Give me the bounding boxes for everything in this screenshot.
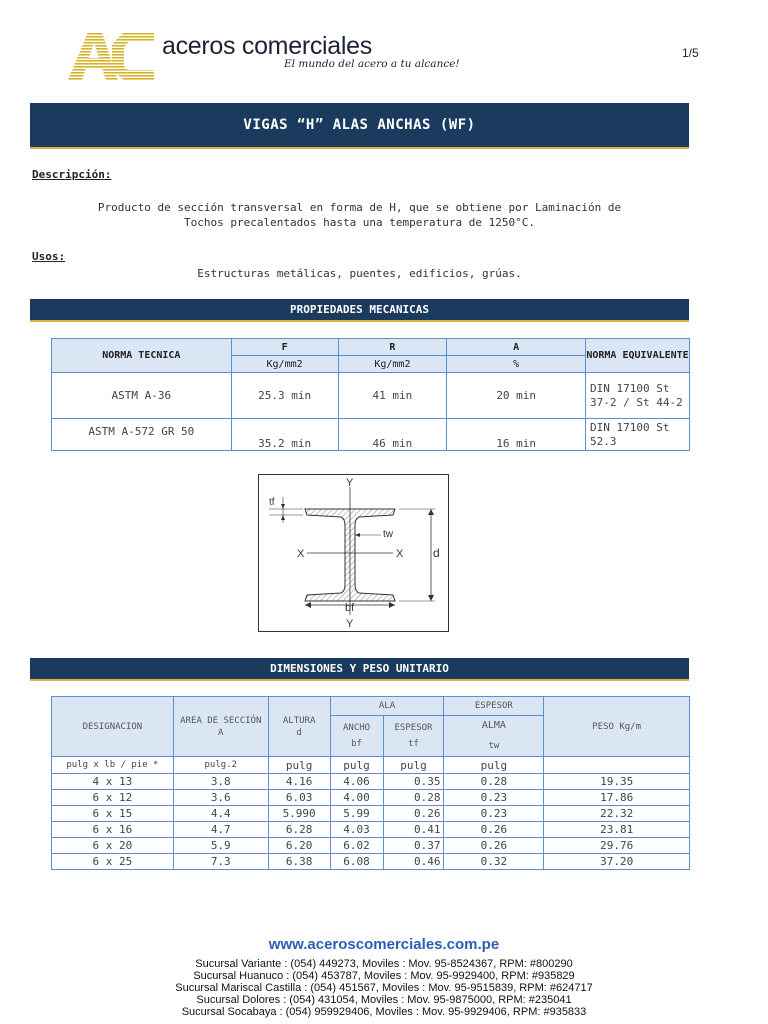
cell-equiv: DIN 17100 St 37-2 / St 44-2 xyxy=(586,373,690,419)
table-row xyxy=(52,419,690,451)
cell-area: 4.4 xyxy=(173,806,268,822)
tw-label: tw xyxy=(383,529,393,540)
table-row xyxy=(52,806,690,822)
col-ancho xyxy=(330,716,383,757)
tf-label: tf xyxy=(269,497,275,508)
col-espesor-label: ESPESOR xyxy=(394,723,433,733)
cell-f: 25.3 min xyxy=(231,373,338,419)
y-bottom-label: Y xyxy=(346,618,354,630)
cell-altura: 5.990 xyxy=(268,806,330,822)
cell-ancho: 4.06 xyxy=(330,774,383,790)
unit-area: pulg.2 xyxy=(173,757,268,774)
logo-tagline: El mundo del acero a tu alcance! xyxy=(284,58,460,70)
cell-designacion: 6 x 12 xyxy=(52,790,174,806)
page-title: VIGAS “H” ALAS ANCHAS (WF) xyxy=(30,103,689,149)
cell-espesor: 0.28 xyxy=(383,790,444,806)
cell-ancho: 6.02 xyxy=(330,838,383,854)
col-espesor xyxy=(383,716,444,757)
cell-espesor: 0.41 xyxy=(383,822,444,838)
ac-logo-mark xyxy=(66,30,156,82)
uses-label: Usos: xyxy=(32,250,66,263)
cell-peso: 29.76 xyxy=(544,838,690,854)
cell-espesor: 0.26 xyxy=(383,806,444,822)
description-line-2: Tochos precalentados hasta una temperatura de 1250°C. xyxy=(184,216,535,229)
cell-designacion: 6 x 16 xyxy=(52,822,174,838)
branch-line: Sucursal Mariscal Castilla : (054) 451567, Moviles : Mov. 95-9515839, RPM: #624717 xyxy=(175,982,593,994)
mech-properties-band: PROPIEDADES MECANICAS xyxy=(30,299,689,322)
dimensions-band: DIMENSIONES Y PESO UNITARIO xyxy=(30,658,689,681)
table-row xyxy=(52,822,690,838)
branch-line: Sucursal Socabaya : (054) 959929406, Moviles : Mov. 95-9929406, RPM: #935833 xyxy=(181,1006,587,1018)
unit-ancho: pulg xyxy=(330,757,383,774)
col-altura xyxy=(268,697,330,757)
dimensions-body xyxy=(52,774,690,870)
cell-ancho: 6.08 xyxy=(330,854,383,870)
branch-line: Sucursal Huanuco : (054) 453787, Moviles : Mov. 95-9929400, RPM: #935829 xyxy=(193,970,575,982)
cell-f: 35.2 min xyxy=(231,419,338,451)
branch-line: Sucursal Variante : (054) 449273, Moviles : Mov. 95-8524367, RPM: #800290 xyxy=(195,958,573,970)
cell-norma: ASTM A-572 GR 50 xyxy=(52,419,232,451)
col-altura-label: ALTURA xyxy=(282,715,316,726)
cell-alma: 0.26 xyxy=(444,822,544,838)
table-row xyxy=(52,774,690,790)
y-top-label: Y xyxy=(346,477,354,489)
cell-alma: 0.32 xyxy=(444,854,544,870)
description-text xyxy=(30,200,689,230)
cell-r: 41 min xyxy=(338,373,447,419)
cell-espesor: 0.35 xyxy=(383,774,444,790)
cell-altura: 6.20 xyxy=(268,838,330,854)
cell-designacion: 6 x 25 xyxy=(52,854,174,870)
cell-espesor: 0.46 xyxy=(383,854,444,870)
d-label: d xyxy=(433,546,440,560)
branch-line: Sucursal Dolores : (054) 431054, Moviles : Mov. 95-9875000, RPM: #235041 xyxy=(196,994,572,1006)
table-row xyxy=(52,838,690,854)
cell-peso: 22.32 xyxy=(544,806,690,822)
cell-altura: 4.16 xyxy=(268,774,330,790)
page-number: 1/5 xyxy=(682,46,699,60)
cell-ancho: 5.99 xyxy=(330,806,383,822)
cell-alma: 0.28 xyxy=(444,774,544,790)
website-url[interactable]: www.aceroscomerciales.com.pe xyxy=(268,936,500,953)
cell-norma: ASTM A-36 xyxy=(52,373,232,419)
x-left-label: X xyxy=(297,548,305,560)
cell-alma: 0.23 xyxy=(444,806,544,822)
cell-area: 7.3 xyxy=(173,854,268,870)
cell-ancho: 4.03 xyxy=(330,822,383,838)
cell-peso: 23.81 xyxy=(544,822,690,838)
table-row xyxy=(52,373,690,419)
branch-list xyxy=(0,958,768,1018)
cell-ancho: 4.00 xyxy=(330,790,383,806)
cell-altura: 6.28 xyxy=(268,822,330,838)
uses-text: Estructuras metálicas, puentes, edificios, grúas. xyxy=(197,267,522,280)
col-espesor-top: ESPESOR xyxy=(444,697,544,716)
col-ala: ALA xyxy=(330,697,444,716)
col-f-unit: Kg/mm2 xyxy=(231,356,338,373)
unit-peso xyxy=(544,757,690,774)
table-row xyxy=(52,790,690,806)
cell-designacion: 6 x 20 xyxy=(52,838,174,854)
unit-altura: pulg xyxy=(268,757,330,774)
description-label: Descripción: xyxy=(32,168,112,181)
cell-designacion: 4 x 13 xyxy=(52,774,174,790)
col-r: R xyxy=(338,339,447,356)
beam-cross-section xyxy=(259,475,448,631)
table-row xyxy=(52,854,690,870)
company-logo xyxy=(66,30,486,82)
col-f: F xyxy=(231,339,338,356)
col-a-unit: % xyxy=(447,356,586,373)
col-area-symbol: A xyxy=(218,727,224,738)
col-a: A xyxy=(447,339,586,356)
beam-diagram xyxy=(258,474,449,632)
col-designacion: DESIGNACION xyxy=(52,697,174,757)
cell-alma: 0.23 xyxy=(444,790,544,806)
unit-designacion: pulg x lb / pie * xyxy=(52,757,174,774)
unit-espesor: pulg xyxy=(383,757,444,774)
x-right-label: X xyxy=(396,548,404,560)
description-line-1: Producto de sección transversal en forma de H, que se obtiene por Laminación de xyxy=(97,201,622,214)
mech-properties-table xyxy=(51,338,690,451)
cell-altura: 6.03 xyxy=(268,790,330,806)
cell-r: 46 min xyxy=(338,419,447,451)
cell-a: 20 min xyxy=(447,373,586,419)
cell-area: 3.6 xyxy=(173,790,268,806)
col-ancho-label: ANCHO xyxy=(343,723,371,733)
unit-alma: pulg xyxy=(444,757,544,774)
col-norma-equivalente: NORMA EQUIVALENTE xyxy=(586,339,690,373)
cell-area: 3.8 xyxy=(173,774,268,790)
col-norma-tecnica: NORMA TECNICA xyxy=(52,339,232,373)
col-peso: PESO Kg/m xyxy=(544,697,690,757)
col-area xyxy=(173,697,268,757)
bf-label: bf xyxy=(345,602,355,614)
cell-equiv: DIN 17100 St 52.3 xyxy=(586,419,690,451)
cell-peso: 37.20 xyxy=(544,854,690,870)
cell-peso: 17.86 xyxy=(544,790,690,806)
col-r-unit: Kg/mm2 xyxy=(338,356,447,373)
col-espesor-symbol: tf xyxy=(408,739,419,749)
cell-altura: 6.38 xyxy=(268,854,330,870)
col-alma-symbol: tw xyxy=(488,741,500,751)
cell-area: 4.7 xyxy=(173,822,268,838)
col-ancho-symbol: bf xyxy=(351,739,362,749)
cell-peso: 19.35 xyxy=(544,774,690,790)
cell-area: 5.9 xyxy=(173,838,268,854)
cell-alma: 0.26 xyxy=(444,838,544,854)
col-alma-label: ALMA xyxy=(481,720,506,731)
logo-title: aceros comerciales xyxy=(162,32,372,60)
col-altura-symbol: d xyxy=(296,727,302,738)
cell-a: 16 min xyxy=(447,419,586,451)
cell-espesor: 0.37 xyxy=(383,838,444,854)
col-area-label: AREA DE SECCIÓN xyxy=(180,715,262,726)
col-alma xyxy=(444,716,544,757)
dimensions-table xyxy=(51,696,690,870)
cell-designacion: 6 x 15 xyxy=(52,806,174,822)
